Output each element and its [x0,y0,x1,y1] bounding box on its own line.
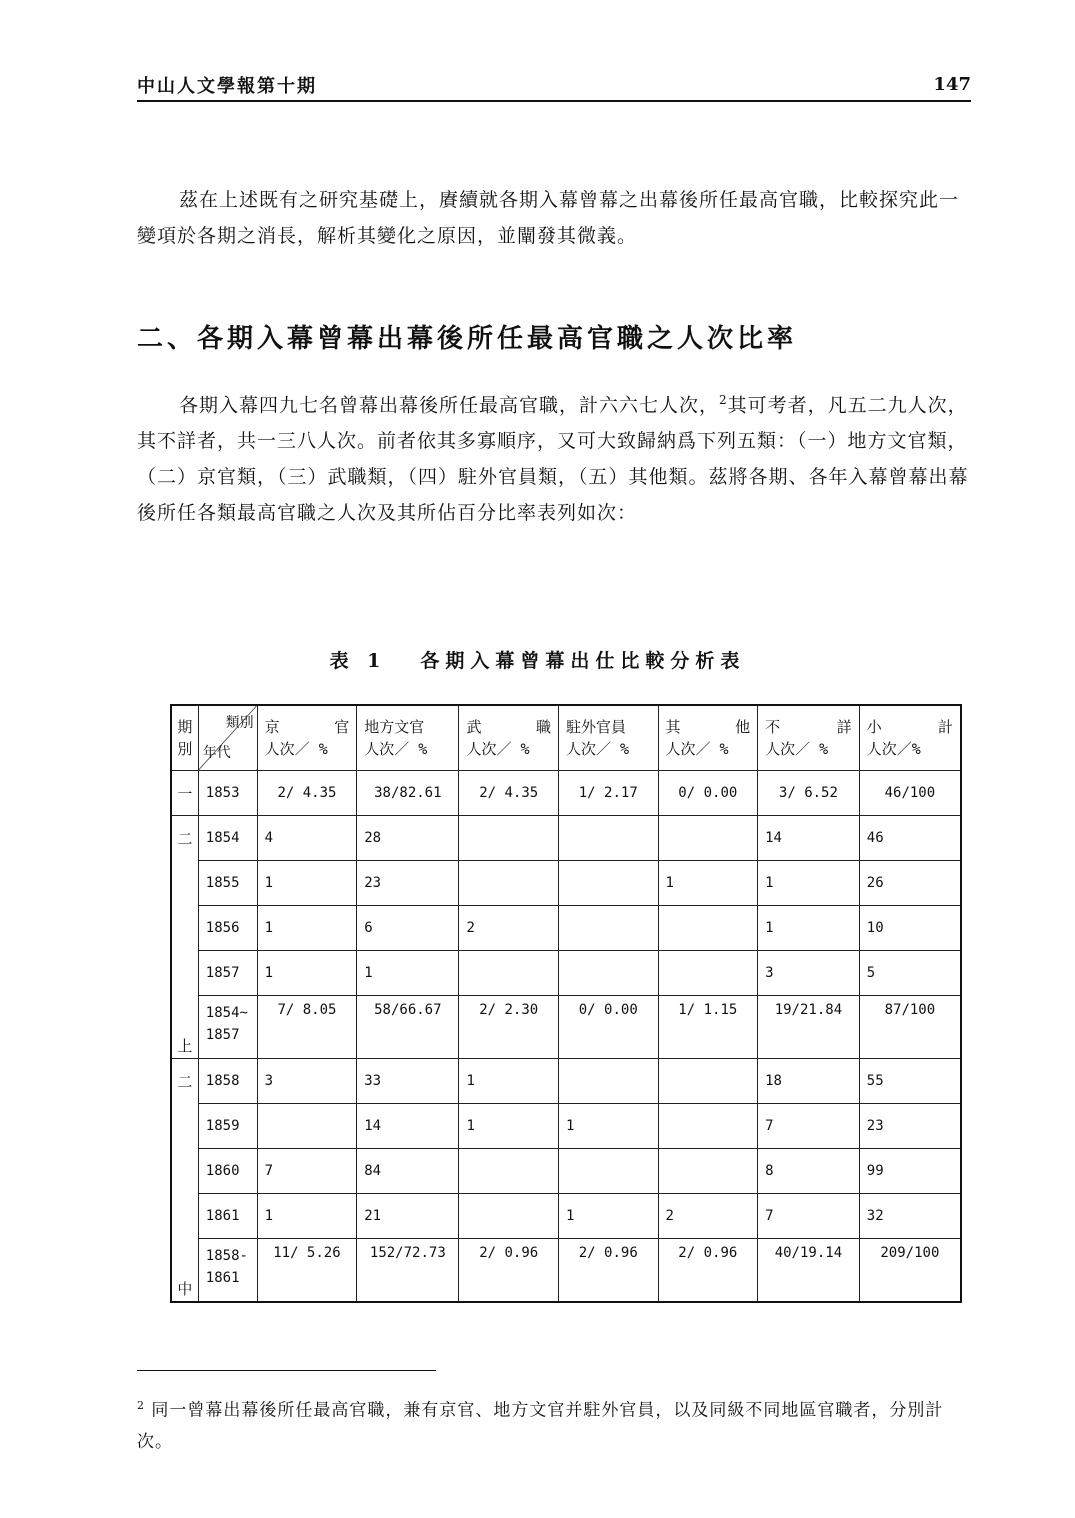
phase-label-bottom: 上 [177,1037,193,1055]
subtotal-cell: 58/66.67 [357,996,459,1059]
value-cell [558,1149,658,1194]
value-cell [459,816,559,861]
table-row [171,1149,961,1194]
value-cell [459,1149,559,1194]
value-cell: 1 [758,861,860,906]
value-cell: 21 [357,1194,459,1239]
table-number: 表 1 [329,650,387,672]
value-cell: 1 [357,951,459,996]
header-col-unit: 人次／ % [466,740,530,758]
header-col-1 [357,705,459,771]
section-heading: 二、各期入幕曾幕出幕後所任最高官職之人次比率 [137,324,798,354]
header-col-name-b: 他 [735,718,751,736]
header-phase-a: 期 [177,718,193,736]
subtotal-cell: 1/ 1.15 [658,996,758,1059]
phase-label: 一 [171,771,198,816]
subtotal-cell: 2/ 0.96 [558,1239,658,1303]
value-cell: 7 [758,1194,860,1239]
footnote-ref[interactable]: 2 [719,393,728,407]
header-col-name-a: 京 [264,718,280,736]
value-cell [459,1194,559,1239]
value-cell [658,1059,758,1104]
subtotal-cell: 2/ 2.30 [459,996,559,1059]
subtotal-row [171,1239,961,1303]
value-cell: 14 [758,816,860,861]
year-cell: 1856 [198,906,257,951]
value-cell: 1 [558,1194,658,1239]
phase-label [171,816,198,1059]
phase-label-bottom: 中 [177,1280,193,1298]
header-col-name-b: 職 [535,718,551,736]
year-range-end: 1861 [205,1270,240,1286]
year-range-end: 1857 [205,1027,240,1043]
value-cell: 7 [257,1149,357,1194]
value-cell [658,951,758,996]
subtotal-cell: 40/19.14 [758,1239,860,1303]
body-text-after-ref: 其可考者，凡五二九人次，其不詳者，共一三八人次。前者依其多寡順序，又可大致歸納爲下列五類：（一）地方文官類，（二）京官類，（三）武職類，（四）駐外官員類，（五）其他類。茲將各期、各年入幕曾幕出幕後所任各類最高官職之人次及其所佔百分比率表列如次： [137,394,969,525]
subtotal-row [171,996,961,1059]
year-range-cell [198,996,257,1059]
year-cell: 1853 [198,771,257,816]
body-paragraph [137,382,973,531]
value-cell: 55 [859,1059,961,1104]
value-cell [658,1104,758,1149]
subtotal-cell: 2/ 0.96 [459,1239,559,1303]
header-year-label: 年代 [202,745,231,761]
table-row [171,1104,961,1149]
table-row [171,861,961,906]
value-cell: 3 [257,1059,357,1104]
value-cell: 18 [758,1059,860,1104]
phase-label-top: 二 [177,830,193,848]
value-cell: 28 [357,816,459,861]
phase-label-top: 二 [177,1073,193,1091]
year-cell: 1857 [198,951,257,996]
value-cell: 2 [658,1194,758,1239]
journal-title: 中山人文學報第十期 [137,76,317,97]
value-cell: 23 [859,1104,961,1149]
subtotal-cell: 2/ 0.96 [658,1239,758,1303]
value-cell [658,1149,758,1194]
value-cell: 0/ 0.00 [658,771,758,816]
year-cell: 1860 [198,1149,257,1194]
year-cell: 1855 [198,861,257,906]
value-cell: 46 [859,816,961,861]
body-text-before-ref: 各期入幕四九七名曾幕出幕後所任最高官職，計六六七人次， [179,394,720,417]
value-cell: 2 [459,906,559,951]
value-cell: 8 [758,1149,860,1194]
footnote [137,1390,973,1458]
value-cell [257,1104,357,1149]
value-cell: 32 [859,1194,961,1239]
subtotal-cell: 7/ 8.05 [257,996,357,1059]
year-cell: 1859 [198,1104,257,1149]
analysis-table [170,704,962,1303]
value-cell [658,906,758,951]
value-cell: 46/100 [859,771,961,816]
value-cell: 84 [357,1149,459,1194]
value-cell: 1/ 2.17 [558,771,658,816]
value-cell [558,906,658,951]
header-col-name-b: 官 [334,718,350,736]
value-cell: 1 [558,1104,658,1149]
header-col-name-a: 小 [866,718,882,736]
value-cell: 38/82.61 [357,771,459,816]
value-cell: 1 [758,906,860,951]
value-cell: 7 [758,1104,860,1149]
header-col-0 [257,705,357,771]
footnote-mark: 2 [137,1399,145,1412]
year-cell: 1854 [198,816,257,861]
table-title: 各期入幕曾幕出仕比較分析表 [420,650,746,672]
header-col-5 [758,705,860,771]
value-cell: 1 [257,1194,357,1239]
year-range-cell [198,1239,257,1303]
table-header-row [171,705,961,771]
value-cell: 2/ 4.35 [459,771,559,816]
subtotal-cell: 11/ 5.26 [257,1239,357,1303]
footnote-text: 同一曾幕出幕後所任最高官職，兼有京官、地方文官并駐外官員，以及同級不同地區官職者，分別計次。 [137,1400,944,1452]
header-col-name-a: 地方文官 [364,718,425,736]
header-col-4 [658,705,758,771]
value-cell: 4 [257,816,357,861]
value-cell [558,1059,658,1104]
footnote-rule [137,1370,436,1371]
value-cell: 1 [257,906,357,951]
header-phase [171,705,198,771]
value-cell: 99 [859,1149,961,1194]
value-cell: 10 [859,906,961,951]
value-cell: 14 [357,1104,459,1149]
value-cell: 1 [257,861,357,906]
header-col-name-a: 駐外官員 [565,718,626,736]
value-cell: 33 [357,1059,459,1104]
header-col-name-a: 武 [466,718,482,736]
intro-paragraph: 茲在上述既有之研究基礎上，賡續就各期入幕曾幕之出幕後所任最高官職，比較探究此一變項於各期之消長，解析其變化之原因，並闡發其微義。 [137,189,960,247]
year-range-start: 1854~ [205,1005,248,1021]
table-body [171,771,961,1303]
header-col-name-a: 其 [665,718,681,736]
year-cell: 1858 [198,1059,257,1104]
subtotal-cell: 87/100 [859,996,961,1059]
subtotal-cell: 209/100 [859,1239,961,1303]
value-cell: 5 [859,951,961,996]
table-row [171,771,961,816]
header-col-2 [459,705,559,771]
header-category-label: 類別 [225,715,254,731]
year-cell: 1861 [198,1194,257,1239]
value-cell: 3/ 6.52 [758,771,860,816]
value-cell: 1 [459,1059,559,1104]
year-range-start: 1858- [205,1248,248,1264]
header-col-name-b: 計 [937,718,953,736]
value-cell [658,816,758,861]
table-row [171,951,961,996]
header-diagonal-cell [198,705,257,771]
header-col-unit: 人次／ % [665,740,729,758]
running-header [137,68,971,102]
header-col-3 [558,705,658,771]
table-row [171,816,961,861]
table-row [171,906,961,951]
value-cell: 26 [859,861,961,906]
header-col-unit: 人次／ % [264,740,328,758]
header-col-unit: 人次／ % [364,740,428,758]
value-cell: 6 [357,906,459,951]
subtotal-cell: 0/ 0.00 [558,996,658,1059]
value-cell [459,951,559,996]
phase-label [171,1059,198,1303]
subtotal-cell: 152/72.73 [357,1239,459,1303]
value-cell [558,861,658,906]
header-col-name-a: 不 [765,718,781,736]
table-row [171,1059,961,1104]
header-col-6 [859,705,961,771]
value-cell: 1 [658,861,758,906]
value-cell [459,861,559,906]
header-col-unit: 人次／ % [565,740,630,758]
header-col-unit: 人次／ % [765,740,829,758]
subtotal-cell: 19/21.84 [758,996,860,1059]
page-number: 147 [933,74,971,95]
header-phase-b: 別 [177,740,193,758]
table-caption [0,646,1075,673]
header-col-unit: 人次／% [866,740,921,758]
value-cell: 23 [357,861,459,906]
value-cell [558,816,658,861]
header-col-name-b: 詳 [836,718,852,736]
value-cell: 3 [758,951,860,996]
value-cell: 1 [257,951,357,996]
value-cell: 1 [459,1104,559,1149]
value-cell [558,951,658,996]
value-cell: 2/ 4.35 [257,771,357,816]
table-row [171,1194,961,1239]
